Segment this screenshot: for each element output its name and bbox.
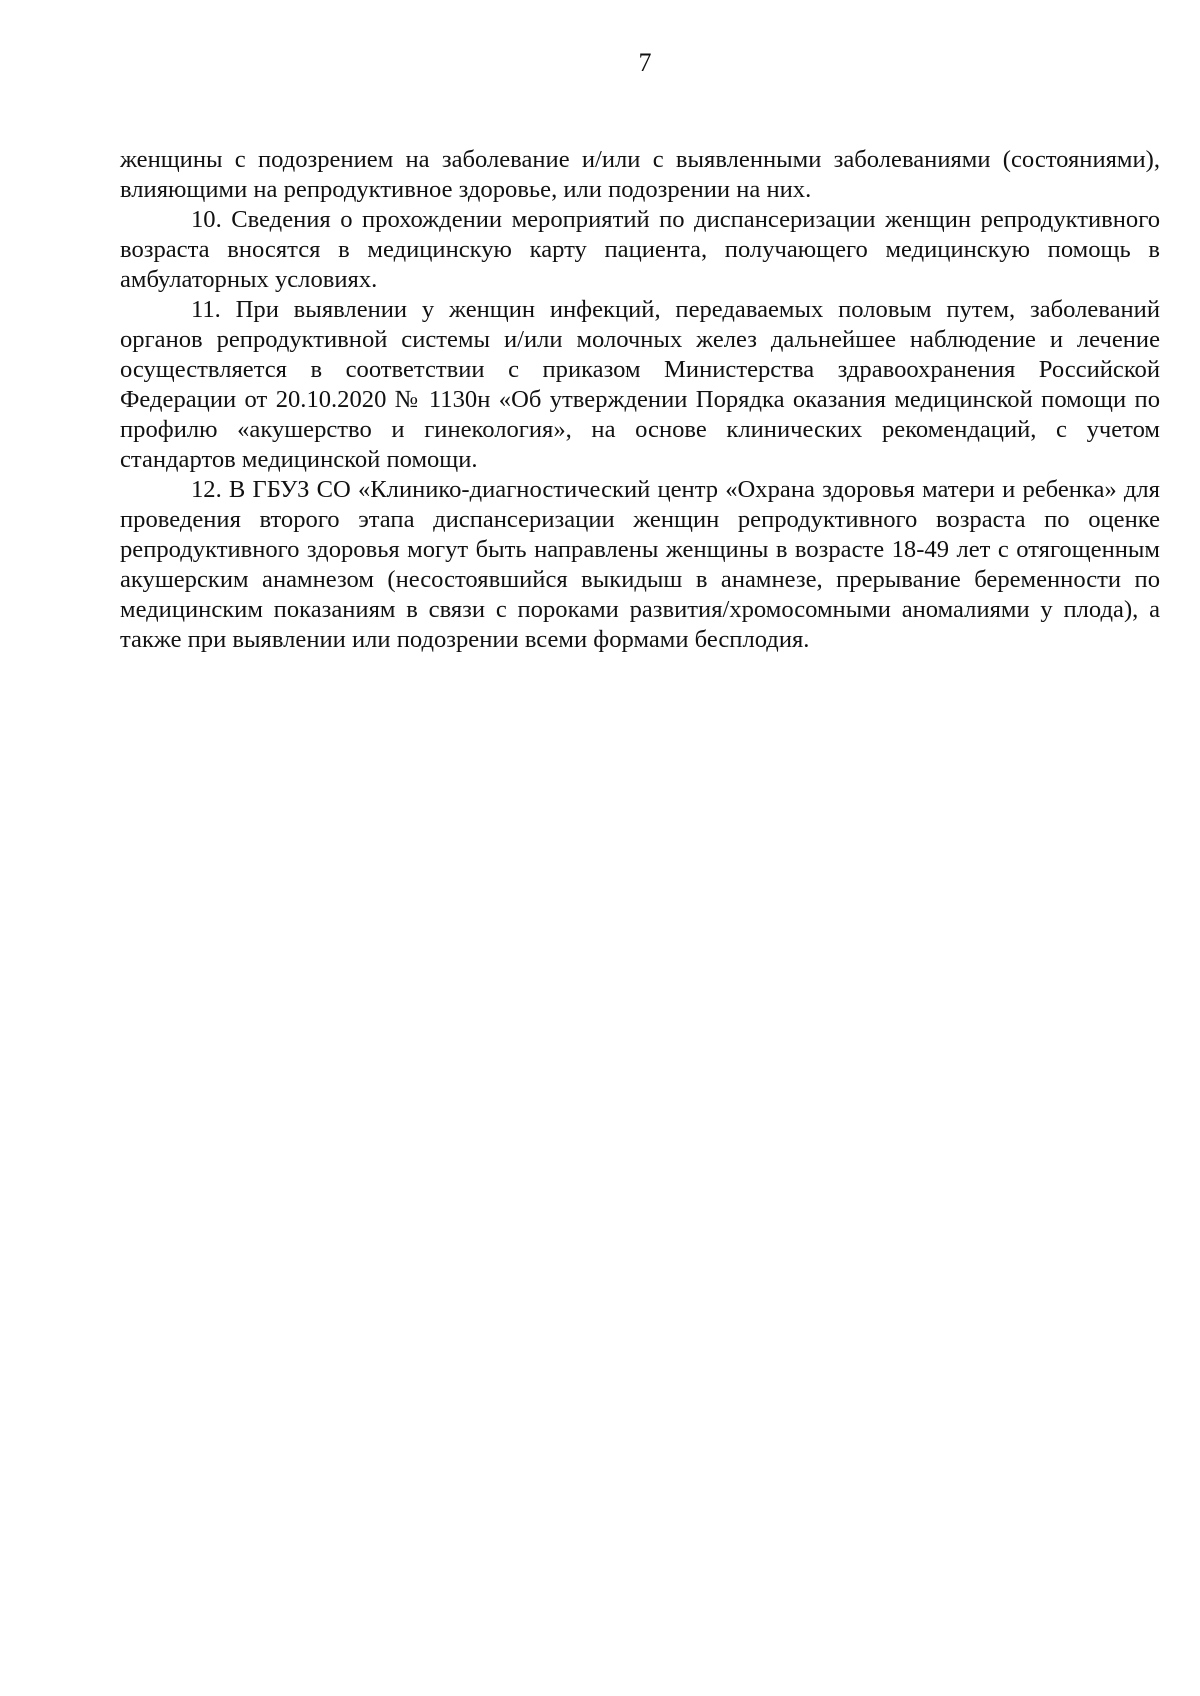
paragraph-item-12: 12. В ГБУЗ СО «Клинико-диагностический центр «Охрана здоровья матери и ребенка» для проведения второго этапа диспансеризации женщин репродуктивного возраста по оценке репродуктивного здоровья могут быть направлены женщины в возрасте 18-49 лет с отягощенным акушерским анамнезом (несостоявшийся выкидыш в анамнезе, прерывание беременности по медицинским показаниям в связи с пороками развития/хромосомными аномалиями у плода), а также при выявлении или подозрении всеми формами бесплодия. xyxy=(120,476,1160,653)
paragraph-continuation: женщины с подозрением на заболевание и/или с выявленными заболеваниями (состояниями), влияющими на репродуктивное здоровье, или подозрении на них. xyxy=(120,146,1160,203)
document-body xyxy=(120,145,1160,655)
paragraph-item-10: 10. Сведения о прохождении мероприятий по диспансеризации женщин репродуктивного возраста вносятся в медицинскую карту пациента, получающего медицинскую помощь в амбулаторных условиях. xyxy=(120,206,1160,293)
paragraph-item-11: 11. При выявлении у женщин инфекций, передаваемых половым путем, заболеваний органов репродуктивной системы и/или молочных желез дальнейшее наблюдение и лечение осуществляется в соответствии с приказом Министерства здравоохранения Российской Федерации от 20.10.2020 № 1130н «Об утверждении Порядка оказания медицинской помощи по профилю «акушерство и гинекология», на основе клинических рекомендаций, с учетом стандартов медицинской помощи. xyxy=(120,296,1160,473)
page-number: 7 xyxy=(638,48,652,77)
